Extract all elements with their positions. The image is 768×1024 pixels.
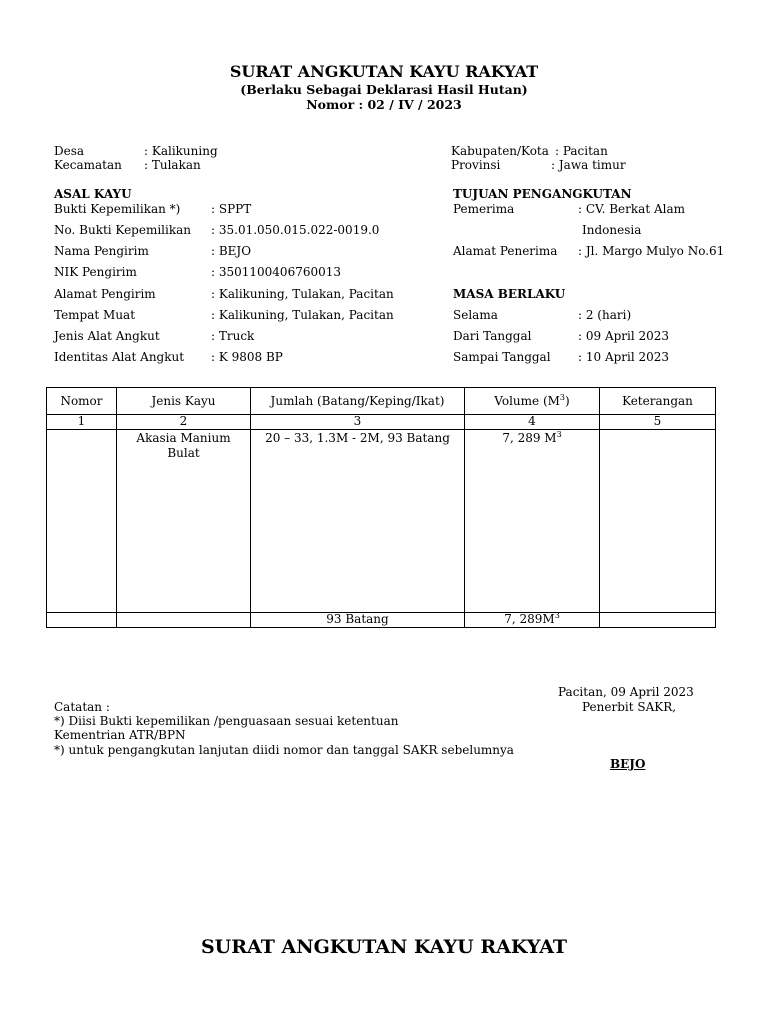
header-jenis-kayu: Jenis Kayu xyxy=(117,388,251,415)
asal-value-6: : Truck xyxy=(211,329,255,343)
asal-label-7: Identitas Alat Angkut xyxy=(54,350,185,364)
masa-value-2: : 10 April 2023 xyxy=(578,350,670,364)
row-jumlah: 20 – 33, 1.3M - 2M, 93 Batang xyxy=(251,430,465,613)
table-header-row xyxy=(47,388,716,415)
alamat-penerima-label: Alamat Penerima xyxy=(453,244,558,258)
header-volume-text: Volume (M xyxy=(494,393,560,408)
signature-issuer: Penerbit SAKR, xyxy=(582,700,677,714)
asal-label-3: NIK Pengirim xyxy=(54,265,137,279)
asal-value-5: : Kalikuning, Tulakan, Pacitan xyxy=(211,308,394,322)
asal-value-2: : BEJO xyxy=(211,244,252,258)
asal-value-7: : K 9808 BP xyxy=(211,350,283,364)
total-volume-text: 7, 289M xyxy=(504,612,555,626)
kabupaten-value: : Pacitan xyxy=(555,144,608,158)
col-number-3: 3 xyxy=(251,415,465,430)
col-number-1: 1 xyxy=(47,415,117,430)
table-total-row xyxy=(47,613,716,628)
masa-berlaku-heading: MASA BERLAKU xyxy=(453,287,566,301)
document-title: SURAT ANGKUTAN KAYU RAKYAT xyxy=(229,62,539,81)
total-jenis xyxy=(117,613,251,628)
asal-label-2: Nama Pengirim xyxy=(54,244,149,258)
kecamatan-value: : Tulakan xyxy=(144,158,201,172)
total-nomor xyxy=(47,613,117,628)
asal-value-0: : SPPT xyxy=(211,202,252,216)
penerima-label: Pemerima xyxy=(453,202,515,216)
header-keterangan: Keterangan xyxy=(600,388,716,415)
document-subtitle: (Berlaku Sebagai Deklarasi Hasil Hutan) xyxy=(240,82,528,97)
col-number-2: 2 xyxy=(117,415,251,430)
penerima-value: : CV. Berkat Alam xyxy=(578,202,685,216)
asal-label-0: Bukti Kepemilikan *) xyxy=(54,202,181,216)
document-number: Nomor : 02 / IV / 2023 xyxy=(306,97,462,112)
row-keterangan xyxy=(600,430,716,613)
notes-heading: Catatan : xyxy=(54,700,110,714)
header-jumlah: Jumlah (Batang/Keping/Ikat) xyxy=(251,388,465,415)
signature-place-date: Pacitan, 09 April 2023 xyxy=(558,685,694,699)
row-volume xyxy=(465,430,600,613)
notes-line-1: *) Diisi Bukti kepemilikan /penguasaan sesuai ketentuan xyxy=(54,714,399,728)
total-volume-sup: 3 xyxy=(554,611,560,620)
desa-value: : Kalikuning xyxy=(144,144,218,158)
signature-name: BEJO xyxy=(610,757,646,771)
asal-value-1: : 35.01.050.015.022-0019.0 xyxy=(211,223,380,237)
table-row xyxy=(47,430,716,613)
masa-label-0: Selama xyxy=(453,308,498,322)
asal-value-3: : 3501100406760013 xyxy=(211,265,342,279)
tujuan-heading: TUJUAN PENGANGKUTAN xyxy=(453,187,632,201)
total-jumlah: 93 Batang xyxy=(251,613,465,628)
asal-label-1: No. Bukti Kepemilikan xyxy=(54,223,192,237)
penerima-value-line2: Indonesia xyxy=(582,223,642,237)
row-volume-sup: 3 xyxy=(556,430,562,439)
asal-label-4: Alamat Pengirim xyxy=(54,287,156,301)
header-volume: Volume $(M^3)$ xyxy=(465,388,600,415)
masa-label-1: Dari Tanggal xyxy=(453,329,532,343)
asal-value-4: : Kalikuning, Tulakan, Pacitan xyxy=(211,287,394,301)
alamat-penerima-value: : Jl. Margo Mulyo No.61 xyxy=(578,244,725,258)
table-column-number-row xyxy=(47,415,716,430)
col-number-5: 5 xyxy=(600,415,716,430)
kecamatan-label: Kecamatan xyxy=(54,158,122,172)
masa-value-0: : 2 (hari) xyxy=(578,308,632,322)
masa-value-1: : 09 April 2023 xyxy=(578,329,670,343)
asal-label-5: Tempat Muat xyxy=(54,308,136,322)
kabupaten-label: Kabupaten/Kota xyxy=(451,144,549,158)
total-volume xyxy=(465,613,600,628)
total-keterangan xyxy=(600,613,716,628)
desa-label: Desa xyxy=(54,144,85,158)
provinsi-value: : Jawa timur xyxy=(551,158,626,172)
provinsi-label: Provinsi xyxy=(451,158,501,172)
row-nomor xyxy=(47,430,117,613)
header-nomor: Nomor xyxy=(47,388,117,415)
kayu-table xyxy=(46,387,716,628)
asal-kayu-heading: ASAL KAYU xyxy=(54,187,132,201)
asal-label-6: Jenis Alat Angkut xyxy=(54,329,160,343)
row-volume-text: 7, 289 M xyxy=(502,431,557,445)
col-number-4: 4 xyxy=(465,415,600,430)
row-jenis-kayu: Akasia Manium Bulat xyxy=(117,430,251,613)
header-volume-sup: 3 xyxy=(559,392,566,402)
notes-line-3: *) untuk pengangkutan lanjutan diidi nomor dan tanggal SAKR sebelumnya xyxy=(54,743,514,757)
footer-title: SURAT ANGKUTAN KAYU RAKYAT xyxy=(200,936,568,958)
masa-label-2: Sampai Tanggal xyxy=(453,350,551,364)
notes-line-2: Kementrian ATR/BPN xyxy=(54,728,186,742)
